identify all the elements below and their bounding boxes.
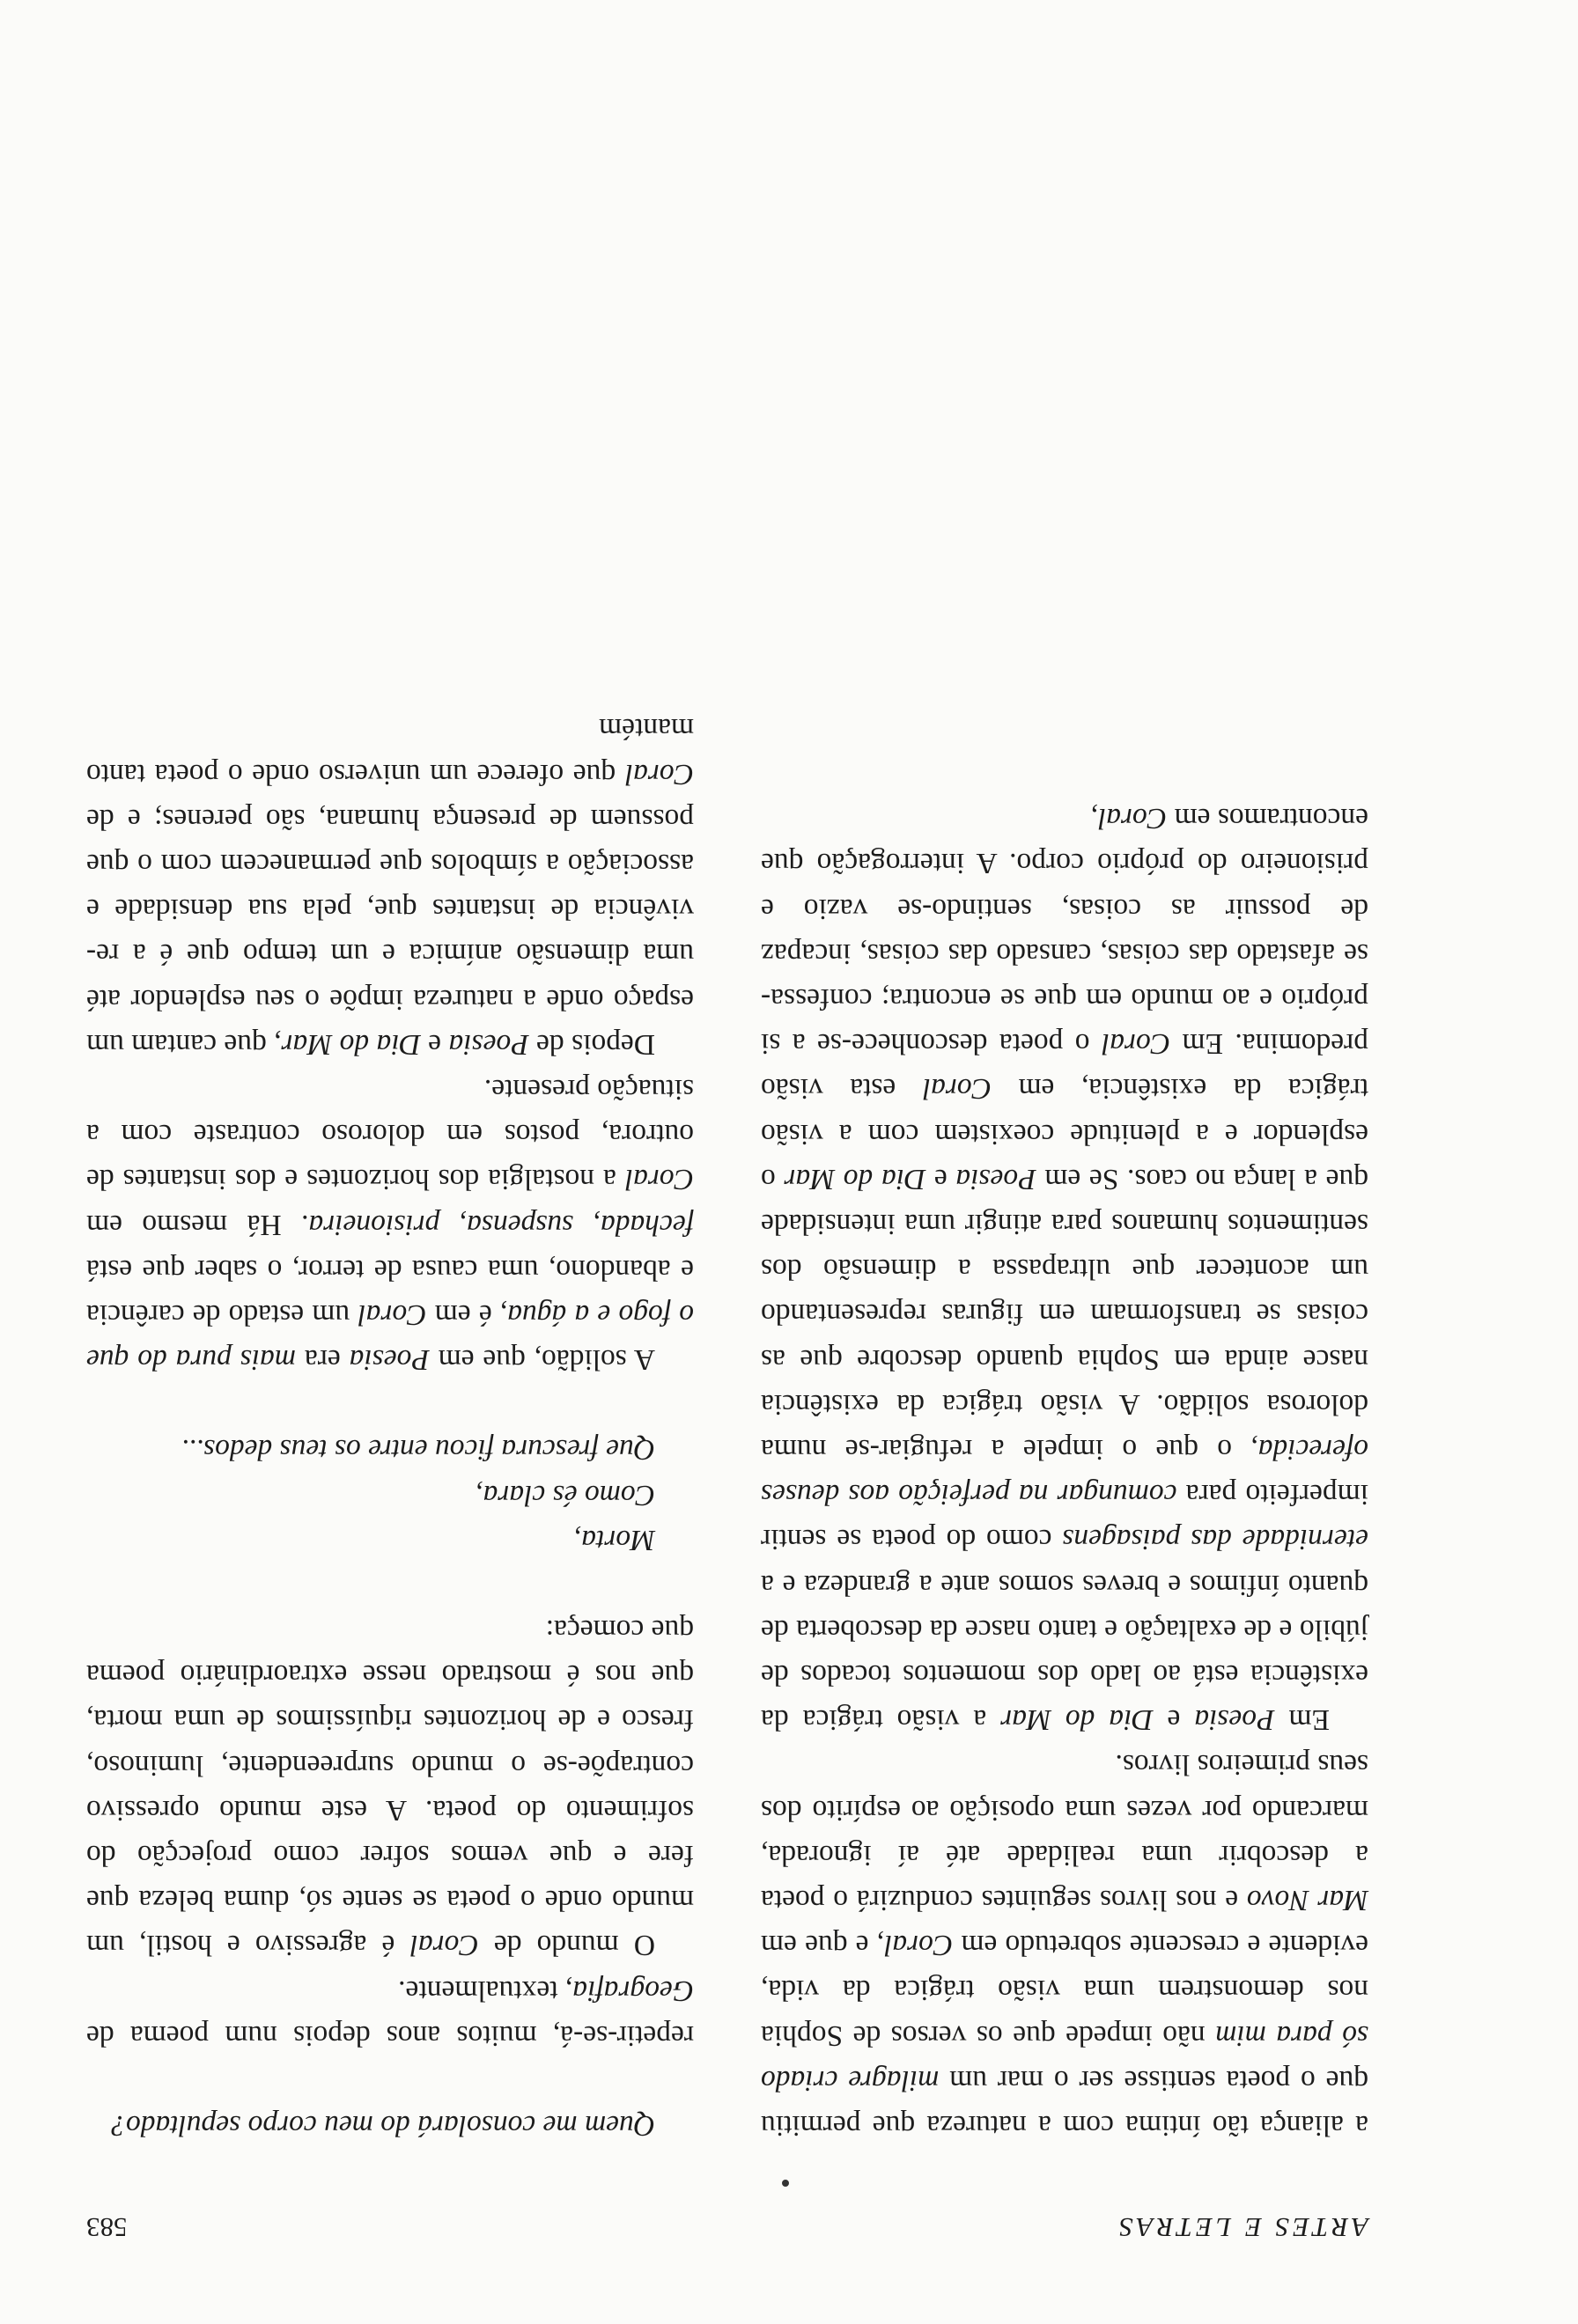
left-column (761, 796, 1368, 2148)
paragraph: Depois de Poesia e Dia do Mar, que cantam um espaço onde a natureza impõe o seu esplendor até uma dimensão anímica e um tempo que é a re-vivência de instantes que, pela sua densidade e associação a símbolos que permanecem com o que possuem de presença humana, são perenes; e de Coral que oferece um universo onde o poeta tanto mantém (86, 712, 694, 1061)
verse-line: Que frescura ficou entre os teus dedos... (181, 1433, 655, 1467)
running-head: ARTES E LETRAS (1116, 2212, 1368, 2243)
right-column (86, 706, 694, 2148)
paragraph: O mundo de Coral é agressivo e hostil, um mundo onde o poeta se sente só, duma beleza que fere e que vemos sofrer como projecção do sofrimento do poeta. A este mundo opressivo contrapõe-se o mundo surpreendente, luminoso, fresco e de horizontes riquíssimos de uma morta, que nos é mostrado nesse extraordinário poema que começa: (86, 1613, 694, 1962)
ink-dot (782, 2180, 789, 2187)
paragraph: a aliança tão íntima com a natureza que permitiu que o poeta sentisse ser o mar um milagre criado só para mim não impede que os versos de Sophia nos demonstrem uma visão trágica da vida, evidente e crescente sobretudo em Coral, e que em Mar Novo e nos livros seguintes conduzirá o poeta a descobrir uma realidade até aí ignorada, marcando por vezes uma oposição ao espírito dos seus primeiros livros. (760, 1748, 1368, 2142)
page-header (86, 2190, 1368, 2243)
paragraph: repetir-se-á, muitos anos depois num poema de Geografia, textualmente. (86, 1974, 694, 2052)
page-number: 583 (86, 2212, 128, 2243)
verse-quote: Quem me consolará do meu corpo sepultado? (111, 2109, 655, 2142)
verse-line: Como és clara, (476, 1478, 655, 1511)
verse-line: Morta, (573, 1523, 655, 1556)
paragraph: Em Poesia e Dia do Mar a visão trágica da existência está ao lado dos momentos tocados de júbilo e de exaltação e tanto nasce da descoberta de quanto ínfimos e breves somos ante a grandeza e a eternidade das paisagens como do poeta se sentir imperfeito para comungar na perfeição aos deuses oferecida, o que o impele a refugiar-se numa dolorosa solidão. A visão trágica da existência nasce ainda em Sophia quando descobre que as coisas se transformam em figuras representando um acontecer que ultrapassa a dimensão dos sentimentos humanos para atingir uma intensidade que a lança no caos. Se em Poesia e Dia do Mar o esplendor e a plenitude coexistem com a visão trágica da existência, em Coral esta visão predomina. Em Coral o poeta desconhece-se a si próprio e ao mundo em que se encontra; confessa-se afastado das coisas, cansado das coisas, incapaz de possuir as coisas, sentindo-se vazio e prisioneiro do próprio corpo. A interrogação que encontramos em Coral, (760, 802, 1368, 1737)
paragraph: A solidão, que em Poesia era mais pura do que o fogo e a água, é em Coral um estado de carência e abandono, uma causa de terror, o saber que está fechada, suspensa, prisioneira. Há mesmo em Coral a nostalgia dos horizontes e dos instantes de outrora, postos em doloroso contraste com a situação presente. (86, 1072, 694, 1377)
